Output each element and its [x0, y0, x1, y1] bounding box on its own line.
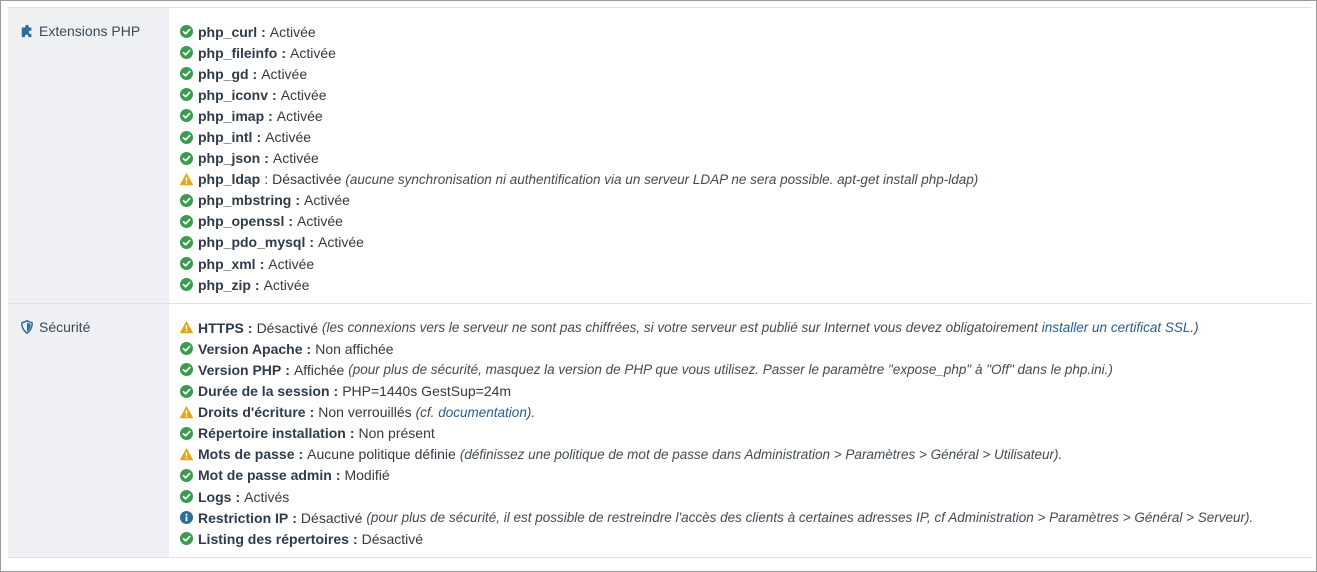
check-circle-icon: [180, 109, 193, 122]
check-item-key: Version PHP: [198, 361, 282, 378]
warning-triangle-icon: [180, 173, 193, 186]
warning-triangle-icon: [180, 406, 193, 419]
check-item-value: Affichée: [293, 361, 345, 378]
check-circle-icon: [180, 342, 193, 355]
check-item-note: (cf.: [415, 404, 435, 420]
check-item: [180, 63, 1311, 84]
separator: :: [247, 319, 253, 336]
separator: :: [333, 383, 339, 400]
check-item: [180, 274, 1311, 295]
info-circle-icon: [180, 511, 193, 524]
check-circle-icon: [180, 257, 193, 270]
check-item-key: php_fileinfo: [198, 44, 278, 61]
check-item-key: Listing des répertoires: [198, 530, 349, 547]
check-item-value: Activée: [297, 213, 343, 230]
system-check-table: [8, 7, 1311, 558]
check-item-key: HTTPS: [198, 319, 244, 336]
check-item-key: Durée de la session: [198, 383, 330, 400]
check-item-value: Activés: [244, 488, 290, 505]
separator: :: [261, 23, 266, 40]
check-item: [180, 42, 1311, 63]
check-item: [180, 84, 1311, 105]
check-item-value: Activée: [261, 65, 308, 82]
section-label-cell: [8, 304, 169, 557]
check-item-value: Désactivé: [300, 509, 363, 526]
separator: :: [335, 467, 341, 484]
separator: :: [281, 44, 286, 61]
check-item-note: (aucune synchronisation ni authentification via un serveur LDAP ne sera possible. apt-get install php-ldap): [345, 171, 979, 187]
section-label: Extensions PHP: [39, 23, 141, 39]
check-item-key: Version Apache: [198, 340, 303, 357]
warning-triangle-icon: [180, 321, 193, 334]
check-item-note: (pour plus de sécurité, il est possible de restreindre l'accès des clients à certaines adresses IP, cf Administration > Paramètres > Général > Serveur).: [366, 510, 1254, 526]
doc-link[interactable]: installer un certificat SSL: [1041, 320, 1191, 336]
separator: :: [295, 192, 301, 209]
check-item-key: php_xml: [198, 255, 256, 272]
check-item-value: Aucune politique définie: [307, 446, 456, 463]
check-item: [180, 211, 1311, 232]
check-item: [180, 317, 1311, 338]
check-item-key: Restriction IP: [198, 509, 289, 526]
check-item: [180, 232, 1311, 253]
check-item-key: php_iconv: [198, 86, 269, 103]
check-item: [180, 169, 1311, 190]
check-item-value: Activée: [268, 255, 315, 272]
warning-triangle-icon: [180, 448, 193, 461]
check-circle-icon: [180, 236, 193, 249]
separator: :: [285, 361, 290, 378]
check-item: [180, 148, 1311, 169]
check-item: [180, 21, 1311, 42]
check-item-value: Activée: [318, 234, 364, 251]
separator: :: [306, 340, 312, 357]
check-item-note: (les connexions vers le serveur ne sont pas chiffrées, si votre serveur est publié sur Internet vous devez obligatoirement: [322, 320, 1038, 336]
check-item-value: Désactivé: [256, 319, 319, 336]
section-row: [8, 8, 1311, 304]
separator: :: [309, 234, 315, 251]
section-content: [169, 8, 1311, 303]
check-circle-icon: [180, 215, 193, 228]
check-item-key: php_gd: [198, 65, 249, 82]
check-item: [180, 359, 1311, 380]
check-circle-icon: [180, 385, 193, 398]
check-circle-icon: [180, 427, 193, 440]
separator: :: [309, 404, 315, 421]
check-circle-icon: [180, 363, 193, 376]
check-item: [180, 338, 1311, 359]
check-item-key: php_curl: [198, 23, 258, 40]
check-item-key: php_zip: [198, 276, 251, 293]
check-item-key: Logs: [198, 488, 232, 505]
check-item-key: php_mbstring: [198, 192, 292, 209]
check-item-value: Activée: [304, 192, 350, 209]
check-item-key: Droits d'écriture: [198, 404, 306, 421]
check-item-key: Mots de passe: [198, 446, 295, 463]
check-item-value: Activée: [263, 276, 310, 293]
check-item-value: Désactivé: [361, 530, 424, 547]
check-item-value: Activée: [280, 86, 327, 103]
check-circle-icon: [180, 194, 193, 207]
separator: :: [254, 276, 260, 293]
check-item: [180, 402, 1311, 423]
check-item: [180, 126, 1311, 147]
check-circle-icon: [180, 131, 193, 144]
check-item-key: php_json: [198, 150, 261, 167]
separator: :: [259, 255, 265, 272]
check-circle-icon: [180, 152, 193, 165]
check-item-value: Non affichée: [315, 340, 394, 357]
check-item-key: Répertoire installation: [198, 425, 346, 442]
section-content: [169, 304, 1311, 557]
separator: :: [298, 446, 304, 463]
check-item-value: PHP=1440s GestSup=24m: [342, 383, 512, 400]
check-item: [180, 105, 1311, 126]
check-item-value: Activée: [272, 150, 319, 167]
check-item-note-end: .): [1190, 320, 1199, 336]
check-item: [180, 486, 1311, 507]
check-item-value: Modifié: [344, 467, 390, 484]
separator: :: [349, 425, 355, 442]
check-item-value: Désactivée: [272, 171, 342, 188]
separator: :: [235, 488, 241, 505]
check-item-key: php_pdo_mysql: [198, 234, 306, 251]
check-item-value: Non présent: [358, 425, 435, 442]
check-item: [180, 444, 1311, 465]
separator: :: [272, 86, 277, 103]
puzzle-icon: [20, 24, 34, 38]
check-item: [180, 381, 1311, 402]
separator: :: [252, 65, 258, 82]
separator: :: [268, 107, 273, 124]
check-circle-icon: [180, 490, 193, 503]
check-item-value: Activée: [276, 107, 323, 124]
separator: :: [264, 171, 269, 188]
separator: :: [352, 530, 358, 547]
check-item-value: Activée: [269, 23, 316, 40]
check-item-key: php_openssl: [198, 213, 285, 230]
separator: :: [288, 213, 294, 230]
check-item: [180, 190, 1311, 211]
shield-icon: [20, 320, 34, 334]
check-circle-icon: [180, 469, 193, 482]
separator: :: [256, 129, 262, 146]
section-row: [8, 304, 1311, 558]
check-item-value: Activée: [265, 129, 312, 146]
check-item-value: Non verrouillés: [318, 404, 412, 421]
doc-link[interactable]: documentation: [438, 404, 527, 420]
check-item: [180, 253, 1311, 274]
check-item: [180, 465, 1311, 486]
check-item-note: (définissez une politique de mot de passe dans Administration > Paramètres > Général > Utilisateur).: [459, 446, 1063, 462]
check-item: [180, 528, 1311, 549]
check-item-value: Activée: [290, 44, 336, 61]
check-item-key: Mot de passe admin: [198, 467, 332, 484]
check-circle-icon: [180, 88, 193, 101]
check-circle-icon: [180, 278, 193, 291]
check-item-note-end: ).: [526, 404, 536, 420]
separator: :: [264, 150, 269, 167]
section-label: Sécurité: [39, 319, 91, 336]
check-item-key: php_intl: [198, 129, 253, 146]
check-item-note: (pour plus de sécurité, masquez la version de PHP que vous utilisez. Passer le paramètre "expose_php" à "Off" dans le php.ini.): [348, 362, 1113, 378]
check-circle-icon: [180, 67, 193, 80]
check-item-key: php_imap: [198, 107, 265, 124]
check-item: [180, 507, 1311, 528]
check-item-key: php_ldap: [198, 171, 261, 188]
separator: :: [292, 509, 297, 526]
check-item: [180, 423, 1311, 444]
check-circle-icon: [180, 46, 193, 59]
check-circle-icon: [180, 25, 193, 38]
section-label-cell: [8, 8, 169, 303]
check-circle-icon: [180, 532, 193, 545]
